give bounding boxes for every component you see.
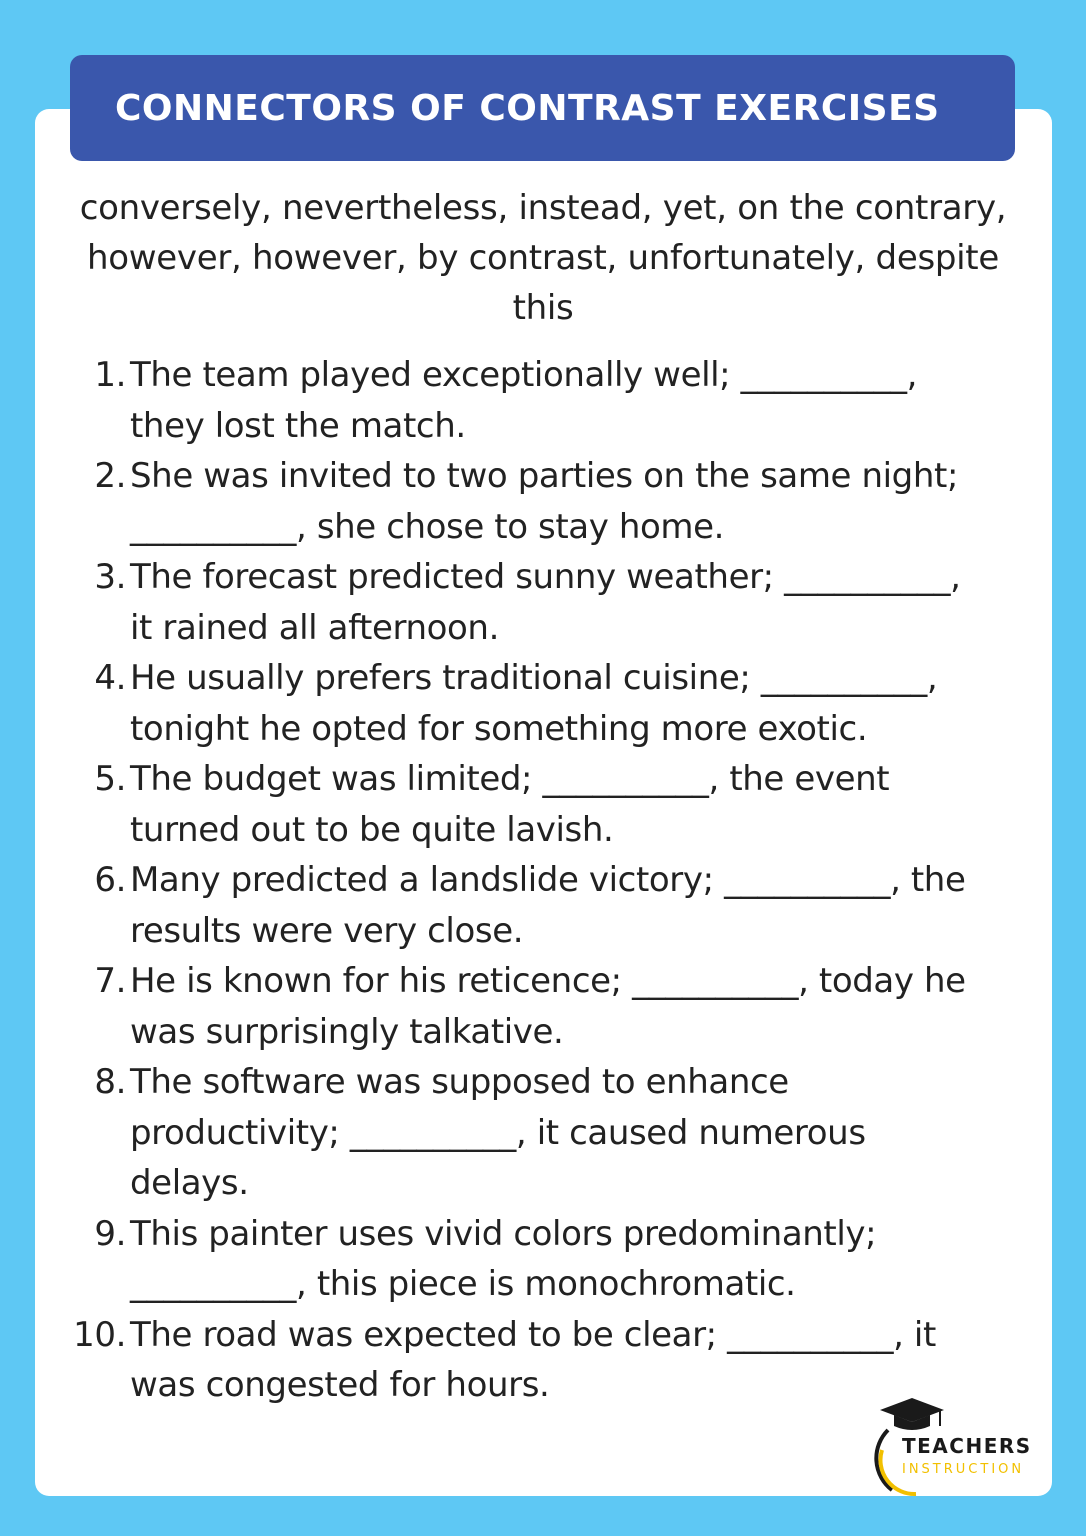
title-banner xyxy=(70,55,1015,161)
exercise-text: delays. xyxy=(130,1163,249,1203)
exercise-text: Many predicted a landslide victory; __________, the xyxy=(130,860,966,900)
exercise-text: She was invited to two parties on the same night; xyxy=(130,456,958,496)
exercise-text: it rained all afternoon. xyxy=(130,607,499,648)
exercise-number: 8. xyxy=(94,1062,126,1102)
exercise-item xyxy=(62,754,1042,855)
exercise-item xyxy=(62,451,1042,552)
logo-text-instruction: INSTRUCTION xyxy=(902,1462,1025,1477)
exercise-number: 2. xyxy=(94,456,126,496)
exercise-text: He is known for his reticence; __________, today he xyxy=(130,961,966,1001)
word-bank-line: this xyxy=(512,288,574,328)
exercise-number: 10. xyxy=(73,1314,126,1355)
exercise-text: they lost the match. xyxy=(130,405,466,446)
exercise-text: was congested for hours. xyxy=(130,1365,550,1405)
exercise-text: The forecast predicted sunny weather; __________, xyxy=(130,557,961,597)
exercise-text: This painter uses vivid colors predominantly; xyxy=(130,1213,877,1254)
exercise-number: 3. xyxy=(94,557,126,597)
word-bank xyxy=(40,183,1046,333)
exercise-number: 7. xyxy=(94,961,126,1001)
word-bank-line: conversely, nevertheless, instead, yet, on the contrary, xyxy=(79,188,1007,228)
exercise-text: The budget was limited; __________, the event xyxy=(130,759,890,799)
exercise-text: __________, she chose to stay home. xyxy=(130,506,725,547)
exercise-text: The software was supposed to enhance xyxy=(130,1062,789,1102)
exercise-number: 5. xyxy=(94,759,126,799)
exercise-number: 9. xyxy=(94,1213,126,1254)
exercise-item xyxy=(62,653,1042,754)
page-title: CONNECTORS OF CONTRAST EXERCISES xyxy=(115,87,940,129)
exercise-number: 1. xyxy=(94,355,126,395)
exercise-text: He usually prefers traditional cuisine; __________, xyxy=(130,658,938,698)
exercise-text: turned out to be quite lavish. xyxy=(130,809,614,850)
logo-text-teachers: TEACHERS xyxy=(902,1434,1032,1458)
exercise-text: The team played exceptionally well; __________, xyxy=(130,355,918,395)
exercise-text: The road was expected to be clear; __________, it xyxy=(130,1314,936,1355)
exercise-text: tonight he opted for something more exotic. xyxy=(130,708,868,749)
exercise-number: 6. xyxy=(94,860,126,900)
exercise-text: productivity; __________, it caused numerous xyxy=(130,1112,866,1153)
exercise-list xyxy=(62,350,1042,1411)
teachers-instruction-logo xyxy=(868,1390,1053,1500)
exercise-item xyxy=(62,552,1042,653)
exercise-text: was surprisingly talkative. xyxy=(130,1011,564,1052)
exercise-item xyxy=(62,350,1042,451)
exercise-number: 4. xyxy=(94,658,126,698)
exercise-item xyxy=(62,956,1042,1057)
exercise-text: __________, this piece is monochromatic. xyxy=(130,1264,796,1304)
exercise-item xyxy=(62,1209,1042,1310)
exercise-item xyxy=(62,855,1042,956)
exercise-text: results were very close. xyxy=(130,910,524,951)
word-bank-line: however, however, by contrast, unfortunately, despite xyxy=(87,238,999,278)
exercise-item xyxy=(62,1057,1042,1209)
